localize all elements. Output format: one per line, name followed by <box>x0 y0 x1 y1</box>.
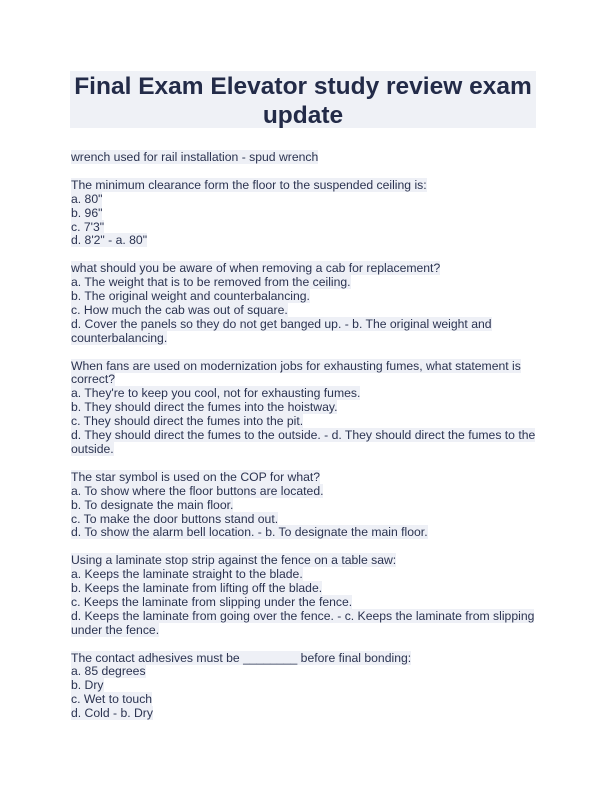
text-line-content: b. Dry <box>71 678 104 693</box>
text-line-content: c. To make the door buttons stand out. <box>71 511 279 526</box>
text-line-content: a. The weight that is to be removed from the ceiling. <box>71 275 351 290</box>
text-line-content: a. To show where the floor buttons are located. <box>71 483 324 498</box>
answer-option <box>71 485 541 499</box>
text-line-content: d. Cover the panels so they do not get banged up. - b. The original weight and counterbalancing. <box>71 316 492 345</box>
text-line-content: b. They should direct the fumes into the hoistway. <box>71 400 338 415</box>
page-title: Final Exam Elevator study review exam update <box>74 73 532 129</box>
text-line-content: a. 80" <box>71 191 103 206</box>
text-line-content: b. Keeps the laminate from lifting off the blade. <box>71 581 323 596</box>
text-line-content: When fans are used on modernization jobs for exhausting fumes, what statement is correct? <box>71 358 521 387</box>
answer-option <box>71 568 541 582</box>
text-line-content: c. Keeps the laminate from slipping under the fence. <box>71 594 353 609</box>
text-line-content: d. 8'2" - a. 80" <box>71 233 148 248</box>
text-line-content: d. Cold - b. Dry <box>71 706 153 721</box>
answer-option <box>71 513 541 527</box>
question-text <box>71 554 541 568</box>
text-line-content: a. Keeps the laminate straight to the blade. <box>71 567 303 582</box>
text-line-content: b. To designate the main floor. <box>71 497 234 512</box>
question-block <box>71 262 541 345</box>
question-text <box>71 652 541 666</box>
question-block <box>71 554 541 637</box>
text-line-content: The minimum clearance form the floor to the suspended ceiling is: <box>71 177 427 192</box>
answer-option <box>71 610 541 638</box>
text-line-content: Using a laminate stop strip against the fence on a table saw: <box>71 553 397 568</box>
text-line-content: The star symbol is used on the COP for what? <box>71 469 321 484</box>
answer-option <box>71 499 541 513</box>
text-line-content: d. They should direct the fumes to the outside. - d. They should direct the fumes to the outside. <box>71 428 536 456</box>
question-block <box>71 652 541 722</box>
answer-option <box>71 596 541 610</box>
answer-option <box>71 401 541 415</box>
answer-option <box>71 221 541 235</box>
answer-option <box>71 276 541 290</box>
answer-option <box>71 429 541 457</box>
question-block <box>71 179 541 249</box>
text-line-content: what should you be aware of when removing a cab for replacement? <box>71 261 441 276</box>
text-line-content: a. They're to keep you cool, not for exhausting fumes. <box>71 386 361 401</box>
question-text <box>71 262 541 276</box>
text-line-content: c. How much the cab was out of square. <box>71 302 288 317</box>
text-line-content: c. They should direct the fumes into the pit. <box>71 414 304 429</box>
answer-option <box>71 707 541 721</box>
text-line <box>71 151 541 165</box>
question-block <box>71 471 541 541</box>
answer-option <box>71 207 541 221</box>
question-text <box>71 179 541 193</box>
answer-option <box>71 665 541 679</box>
answer-option <box>71 679 541 693</box>
text-line-content: The contact adhesives must be ________ before final bonding: <box>71 650 412 665</box>
answer-option <box>71 290 541 304</box>
answer-option <box>71 415 541 429</box>
answer-option <box>71 234 541 248</box>
text-line-content: c. Wet to touch <box>71 692 153 707</box>
answer-option <box>71 193 541 207</box>
question-text <box>71 471 541 485</box>
text-line-content: d. To show the alarm bell location. - b. To designate the main floor. <box>71 525 428 540</box>
question-block <box>71 151 541 165</box>
answer-option <box>71 304 541 318</box>
text-line-content: b. The original weight and counterbalancing. <box>71 289 310 304</box>
text-line-content: c. 7'3" <box>71 219 105 234</box>
text-line-content: d. Keeps the laminate from going over the fence. - c. Keeps the laminate from slipping under the fence. <box>71 608 535 637</box>
text-line-content: a. 85 degrees <box>71 664 146 679</box>
question-text <box>71 360 541 388</box>
answer-option <box>71 526 541 540</box>
answer-option <box>71 582 541 596</box>
answer-option <box>71 387 541 401</box>
text-line-content: wrench used for rail installation - spud wrench <box>71 150 319 164</box>
document-body <box>71 151 541 735</box>
answer-option <box>71 318 541 346</box>
answer-option <box>71 693 541 707</box>
question-block <box>71 360 541 457</box>
text-line-content: b. 96" <box>71 205 103 220</box>
